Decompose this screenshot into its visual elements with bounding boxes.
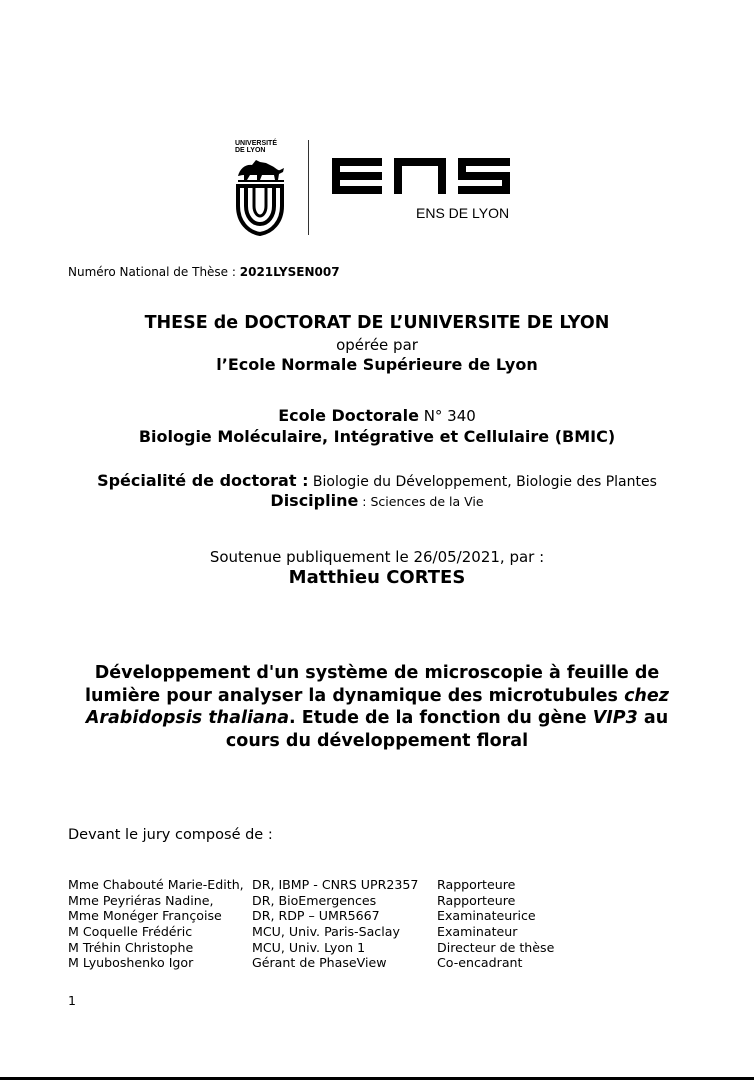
jury-name: Mme Monéger Françoise [68,908,222,924]
author-name: Matthieu CORTES [288,567,466,588]
logo-divider [308,140,309,235]
jury-name: Mme Chabouté Marie-Edith, [68,877,244,892]
shield-icon [238,186,282,234]
jury-intro: Devant le jury composé de : [68,827,273,843]
jury-table [68,877,554,971]
thesis-title-italic2: VIP3 [592,708,638,728]
logo-ul-line2: DE LYON [235,147,266,154]
table-row [68,908,554,924]
thesis-heading: THESE de DOCTORAT DE L’UNIVERSITE DE LYON [144,313,610,333]
jury-affiliation: DR, RDP – UMR5667 [252,908,380,924]
doctoral-school-name: Biologie Moléculaire, Intégrative et Cellulaire (BMIC) [138,427,616,446]
jury-role: Co-encadrant [437,955,523,971]
lion-icon [238,160,284,182]
national-number-label: Numéro National de Thèse : [68,265,240,279]
doctoral-school-label: Ecole Doctorale [278,406,419,425]
jury-affiliation: DR, IBMP - CNRS UPR2357 [252,877,419,892]
discipline [0,491,754,510]
thesis-title [70,662,684,752]
thesis-title-part3: au cours du développement floral [225,708,669,751]
jury-role: Rapporteure [437,892,516,908]
specialty [0,471,754,490]
jury-role: Examinateurice [437,908,536,924]
jury-affiliation: MCU, Univ. Lyon 1 [252,939,366,955]
jury-affiliation: MCU, Univ. Paris-Saclay [252,924,400,940]
ens-de-lyon-logo [332,156,514,222]
jury-affiliation: DR, BioEmergences [252,892,377,908]
jury-name: Mme Peyriéras Nadine, [68,892,214,908]
table-row [68,893,554,909]
operated-by: opérée par [336,336,418,354]
specialty-label: Spécialité de doctorat : [97,471,309,490]
jury-role: Directeur de thèse [437,939,555,955]
table-row [68,877,554,893]
discipline-label: Discipline [270,491,359,510]
table-row [68,940,554,956]
thesis-title-italic1: chez Arabidopsis thaliana [85,685,669,728]
thesis-title-part2: . Etude de la fonction du gène [289,708,593,728]
jury-role: Examinateur [437,924,518,940]
jury-name: M Lyuboshenko Igor [68,955,194,971]
jury-affiliation: Gérant de PhaseView [252,955,387,971]
thesis-title-part1: Développement d'un système de microscopie à feuille de lumière pour analyser la dynamique des microtubules [85,663,660,706]
defense-statement: Soutenue publiquement le 26/05/2021, par : [209,548,545,566]
logo-ul-line1: UNIVERSITÉ [235,140,278,147]
table-row [68,924,554,940]
page-number: 1 [68,993,76,1008]
discipline-value: : Sciences de la Vie [358,494,484,509]
doctoral-school-number: N° 340 [418,407,476,425]
national-thesis-number [68,265,340,279]
table-row [68,955,554,971]
specialty-value: Biologie du Développement, Biologie des Plantes [308,474,657,490]
universite-de-lyon-logo [232,138,288,238]
national-number-value: 2021LYSEN007 [239,265,340,279]
institution-name: l’Ecole Normale Supérieure de Lyon [216,355,538,374]
doctoral-school [0,406,754,425]
jury-name: M Tréhin Christophe [68,939,194,955]
ens-caption: ENS DE LYON [416,205,510,221]
ens-letters-icon [332,158,510,194]
jury-role: Rapporteure [437,877,516,892]
jury-name: M Coquelle Frédéric [68,924,193,940]
